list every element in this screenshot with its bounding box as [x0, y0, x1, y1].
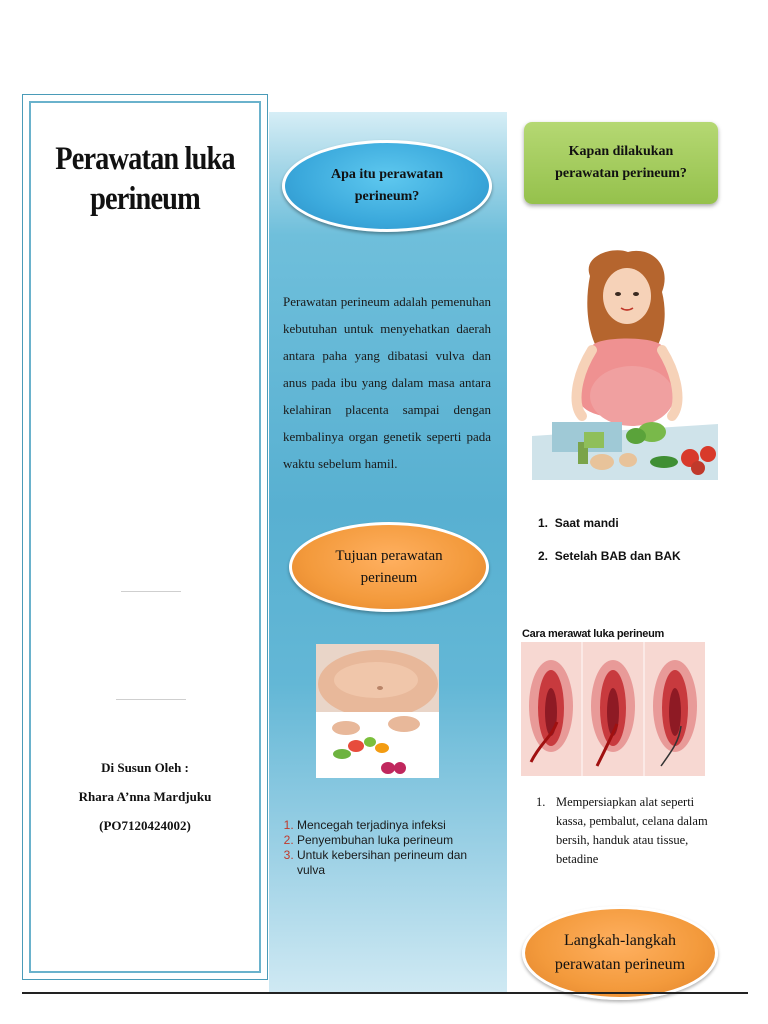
perineum-care-illustration [521, 642, 705, 776]
question-heading: Apa itu perawatan perineum? [330, 167, 443, 204]
bottom-rule [22, 992, 748, 994]
tujuan-heading: Tujuan perawatan perineum [335, 548, 443, 586]
author-id: (PO7120424002) [99, 818, 191, 833]
langkah-heading: Langkah-langkah perawatan perineum [554, 932, 686, 973]
list-item: 3. Untuk kebersihan perineum dan vulva [297, 848, 487, 878]
title-line-2: perineum [90, 181, 200, 217]
tujuan-list [277, 818, 487, 878]
panel-2 [583, 642, 643, 776]
cover-panel [22, 94, 268, 980]
kapan-list [538, 516, 681, 582]
list-item-text: Setelah BAB dan BAK [554, 549, 681, 563]
list-item: 2. Setelah BAB dan BAK [538, 549, 681, 563]
cara-heading: Cara merawat luka perineum [522, 628, 664, 640]
author-name: Rhara A’nna Mardjuku [78, 789, 212, 804]
langkah-oval [522, 906, 718, 1000]
cara-list [536, 793, 726, 869]
tujuan-oval [289, 522, 489, 612]
brochure-title [47, 139, 243, 219]
list-item: 1. Mencegah terjadinya infeksi [297, 818, 487, 833]
kapan-banner [524, 122, 718, 204]
list-item-text: Saat mandi [554, 516, 619, 530]
question-oval [282, 140, 492, 232]
definition-panel [269, 112, 507, 992]
title-line-1: Perawatan luka [55, 141, 235, 177]
panel-1 [521, 642, 581, 776]
pregnant-woman-illustration [532, 246, 718, 480]
faint-mark [121, 591, 181, 592]
list-item: 1. Saat mandi [538, 516, 619, 530]
kapan-heading: Kapan dilakukan perawatan perineum? [555, 144, 687, 181]
list-item: 2. Penyembuhan luka perineum [297, 833, 487, 848]
faint-mark [116, 699, 186, 700]
cover-inner-border [29, 101, 261, 973]
author-block [31, 753, 259, 840]
pregnant-belly-image [316, 644, 439, 778]
author-label: Di Susun Oleh : [101, 760, 189, 775]
list-item: 1. Mempersiapkan alat seperti kassa, pembalut, celana dalam bersih, handuk atau tissue, betadine [536, 793, 726, 869]
list-item-text: Mempersiapkan alat seperti kassa, pembalut, celana dalam bersih, handuk atau tissue, betadine [556, 795, 708, 866]
panel-3 [645, 642, 705, 776]
definition-text: Perawatan perineum adalah pemenuhan kebutuhan untuk menyehatkan daerah antara paha yang dibatasi vulva dan anus pada ibu yang dalam masa antara kelahiran placenta sampai dengan kembalinya organ genetik seperti pada waktu sebelum hamil. [283, 294, 491, 471]
